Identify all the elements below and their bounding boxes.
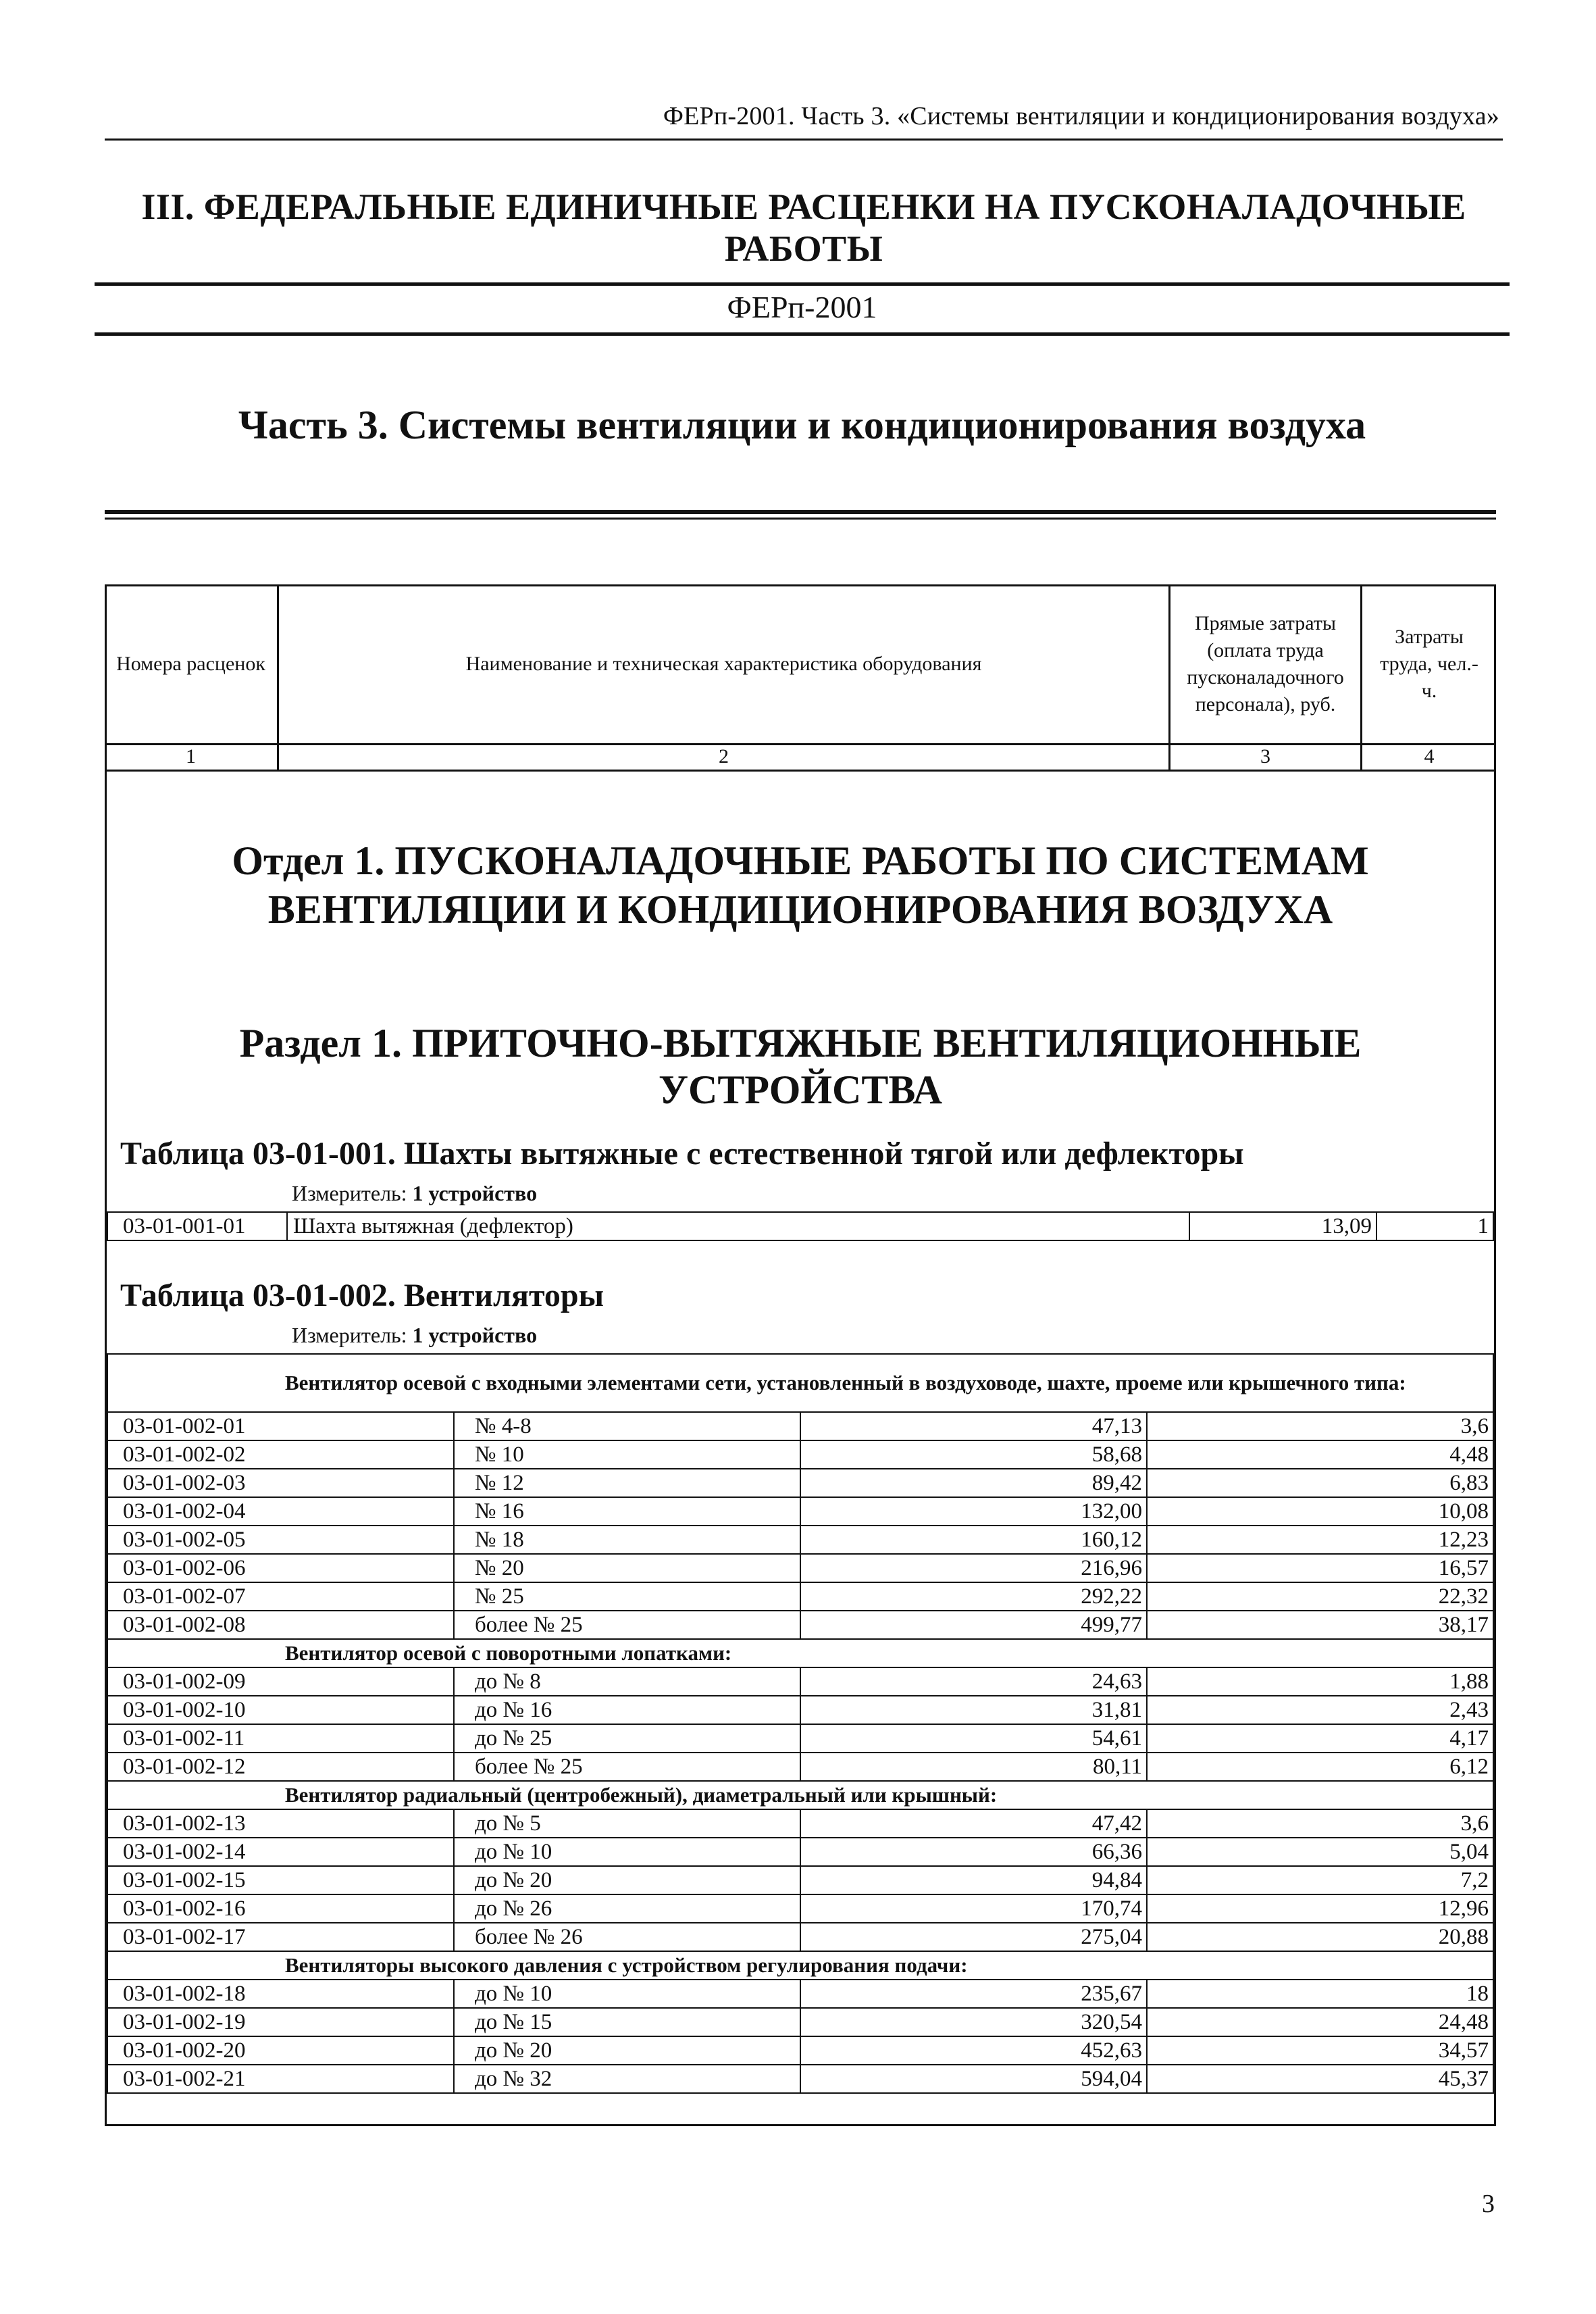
row-labor: 16,57	[1147, 1554, 1493, 1582]
column-number-4: 4	[1424, 745, 1435, 768]
row-cost: 160,12	[800, 1526, 1147, 1554]
row-cost: 499,77	[800, 1611, 1147, 1639]
row-name: № 18	[454, 1526, 800, 1554]
group-row	[107, 1951, 1493, 1980]
header-rule	[105, 139, 1503, 141]
row-cost: 594,04	[800, 2065, 1147, 2093]
group-title: Вентилятор осевой с поворотными лопатками:	[107, 1639, 1493, 1667]
table-row	[107, 1440, 1493, 1469]
row-cost: 452,63	[800, 2036, 1147, 2065]
column-numbers-row	[105, 743, 1496, 772]
table-row	[107, 1412, 1493, 1440]
row-cost: 80,11	[800, 1753, 1147, 1781]
row-cost: 292,22	[800, 1582, 1147, 1611]
row-labor: 3,6	[1147, 1412, 1493, 1440]
table-row	[107, 1894, 1493, 1923]
group-title: Вентиляторы высокого давления с устройством регулирования подачи:	[107, 1951, 1493, 1980]
row-name: № 25	[454, 1582, 800, 1611]
row-code: 03-01-002-14	[107, 1838, 454, 1866]
table-row	[107, 1582, 1493, 1611]
table1-measure	[292, 1181, 537, 1206]
row-cost: 275,04	[800, 1923, 1147, 1951]
table-row	[107, 1667, 1493, 1696]
row-cost: 47,42	[800, 1809, 1147, 1838]
table-row	[107, 1696, 1493, 1724]
table-row	[107, 1809, 1493, 1838]
row-cost: 170,74	[800, 1894, 1147, 1923]
group-title: Вентилятор осевой с входными элементами сети, установленный в воздуховоде, шахте, проеме или крышечного типа:	[107, 1354, 1493, 1412]
row-code: 03-01-002-12	[107, 1753, 454, 1781]
row-labor: 1,88	[1147, 1667, 1493, 1696]
group-title: Вентилятор радиальный (центробежный), диаметральный или крышный:	[107, 1781, 1493, 1809]
main-title: III. ФЕДЕРАЛЬНЫЕ ЕДИНИЧНЫЕ РАСЦЕНКИ НА ПУСКОНАЛАДОЧНЫЕ РАБОТЫ	[141, 186, 1466, 269]
row-code: 03-01-002-17	[107, 1923, 454, 1951]
group-row	[107, 1639, 1493, 1667]
code-label: ФЕРп-2001	[727, 290, 877, 324]
row-name: до № 32	[454, 2065, 800, 2093]
rule-below-code	[95, 332, 1510, 336]
column-number-3: 3	[1170, 745, 1362, 770]
row-code: 03-01-002-09	[107, 1667, 454, 1696]
double-rule-top	[105, 510, 1496, 514]
header-col-cost: Прямые затраты (оплата труда пусконаладочного персонала), руб.	[1170, 584, 1362, 743]
table-row	[107, 1753, 1493, 1781]
row-code: 03-01-002-11	[107, 1724, 454, 1753]
row-code: 03-01-002-16	[107, 1894, 454, 1923]
department-title-line2: ВЕНТИЛЯЦИИ И КОНДИЦИОНИРОВАНИЯ ВОЗДУХА	[267, 887, 1333, 932]
row-labor: 10,08	[1147, 1497, 1493, 1526]
table1-measure-label: Измеритель:	[292, 1181, 407, 1205]
department-title	[105, 836, 1496, 934]
row-labor: 45,37	[1147, 2065, 1493, 2093]
table2-measure-label: Измеритель:	[292, 1323, 407, 1347]
row-cost: 31,81	[800, 1696, 1147, 1724]
row-code: 03-01-001-01	[107, 1212, 287, 1240]
row-labor: 1	[1376, 1212, 1493, 1240]
row-cost: 89,42	[800, 1469, 1147, 1497]
row-name: более № 26	[454, 1923, 800, 1951]
table-row	[107, 1554, 1493, 1582]
table-row	[107, 1497, 1493, 1526]
table-row	[107, 1866, 1493, 1894]
table-row	[107, 2065, 1493, 2093]
row-code: 03-01-002-04	[107, 1497, 454, 1526]
row-code: 03-01-002-20	[107, 2036, 454, 2065]
row-labor: 5,04	[1147, 1838, 1493, 1866]
row-name: до № 10	[454, 1838, 800, 1866]
row-name: до № 8	[454, 1667, 800, 1696]
row-labor: 38,17	[1147, 1611, 1493, 1639]
row-name: до № 15	[454, 2008, 800, 2036]
row-name: до № 16	[454, 1696, 800, 1724]
row-code: 03-01-002-02	[107, 1440, 454, 1469]
row-code: 03-01-002-21	[107, 2065, 454, 2093]
table-row	[107, 1526, 1493, 1554]
row-name: № 4-8	[454, 1412, 800, 1440]
table-row	[107, 1212, 1493, 1240]
row-code: 03-01-002-06	[107, 1554, 454, 1582]
row-cost: 94,84	[800, 1866, 1147, 1894]
row-code: 03-01-002-19	[107, 2008, 454, 2036]
row-name: № 10	[454, 1440, 800, 1469]
group-row	[107, 1354, 1493, 1412]
column-number-1: 1	[105, 745, 279, 770]
table-row	[107, 1923, 1493, 1951]
row-cost: 235,67	[800, 1980, 1147, 2008]
table-row	[107, 1611, 1493, 1639]
row-labor: 4,17	[1147, 1724, 1493, 1753]
row-code: 03-01-002-01	[107, 1412, 454, 1440]
table-row	[107, 2036, 1493, 2065]
double-rule-bottom	[105, 518, 1496, 520]
table-row	[107, 2008, 1493, 2036]
page-number: 3	[1482, 2190, 1495, 2218]
column-number-2: 2	[279, 745, 1170, 770]
group-row	[107, 1781, 1493, 1809]
row-code: 03-01-002-03	[107, 1469, 454, 1497]
part-title: Часть 3. Системы вентиляции и кондиционирования воздуха	[238, 403, 1366, 447]
row-cost: 24,63	[800, 1667, 1147, 1696]
table-row	[107, 1838, 1493, 1866]
department-title-line1: Отдел 1. ПУСКОНАЛАДОЧНЫЕ РАБОТЫ ПО СИСТЕМАМ	[232, 838, 1369, 883]
row-code: 03-01-002-13	[107, 1809, 454, 1838]
table2-measure-value: 1 устройство	[412, 1323, 538, 1347]
row-labor: 20,88	[1147, 1923, 1493, 1951]
table1	[107, 1211, 1494, 1241]
row-name: до № 10	[454, 1980, 800, 2008]
row-cost: 320,54	[800, 2008, 1147, 2036]
row-cost: 47,13	[800, 1412, 1147, 1440]
row-labor: 3,6	[1147, 1809, 1493, 1838]
row-cost: 58,68	[800, 1440, 1147, 1469]
row-labor: 6,83	[1147, 1469, 1493, 1497]
running-header: ФЕРп-2001. Часть 3. «Системы вентиляции и кондиционирования воздуха»	[663, 102, 1499, 130]
rule-above-code	[95, 282, 1510, 286]
row-cost: 13,09	[1189, 1212, 1376, 1240]
row-labor: 22,32	[1147, 1582, 1493, 1611]
row-cost: 66,36	[800, 1838, 1147, 1866]
table-row	[107, 1724, 1493, 1753]
section-title: Раздел 1. ПРИТОЧНО-ВЫТЯЖНЫЕ ВЕНТИЛЯЦИОННЫЕ УСТРОЙСТВА	[239, 1021, 1362, 1112]
row-labor: 12,23	[1147, 1526, 1493, 1554]
row-name: № 16	[454, 1497, 800, 1526]
row-name: Шахта вытяжная (дефлектор)	[287, 1212, 1189, 1240]
row-name: до № 5	[454, 1809, 800, 1838]
table-row	[107, 1980, 1493, 2008]
header-col-labor: Затраты труда, чел.-ч.	[1380, 625, 1478, 702]
row-name: № 20	[454, 1554, 800, 1582]
row-code: 03-01-002-07	[107, 1582, 454, 1611]
row-cost: 132,00	[800, 1497, 1147, 1526]
table1-measure-value: 1 устройство	[412, 1181, 538, 1205]
row-code: 03-01-002-10	[107, 1696, 454, 1724]
row-labor: 2,43	[1147, 1696, 1493, 1724]
row-labor: 24,48	[1147, 2008, 1493, 2036]
row-code: 03-01-002-05	[107, 1526, 454, 1554]
header-col-name: Наименование и техническая характеристика оборудования	[279, 584, 1170, 743]
row-cost: 216,96	[800, 1554, 1147, 1582]
row-code: 03-01-002-08	[107, 1611, 454, 1639]
table2	[107, 1353, 1494, 2094]
row-labor: 7,2	[1147, 1866, 1493, 1894]
table1-heading: Таблица 03-01-001. Шахты вытяжные с естественной тягой или дефлекторы	[120, 1136, 1244, 1172]
row-code: 03-01-002-15	[107, 1866, 454, 1894]
table-header	[105, 584, 1496, 743]
table-row	[107, 1469, 1493, 1497]
row-code: 03-01-002-18	[107, 1980, 454, 2008]
row-cost: 54,61	[800, 1724, 1147, 1753]
row-labor: 18	[1147, 1980, 1493, 2008]
row-name: до № 25	[454, 1724, 800, 1753]
row-name: до № 26	[454, 1894, 800, 1923]
table2-heading: Таблица 03-01-002. Вентиляторы	[120, 1278, 604, 1313]
row-labor: 34,57	[1147, 2036, 1493, 2065]
row-name: до № 20	[454, 1866, 800, 1894]
row-name: до № 20	[454, 2036, 800, 2065]
row-labor: 12,96	[1147, 1894, 1493, 1923]
header-col-codes: Номера расценок	[105, 584, 279, 743]
row-labor: 6,12	[1147, 1753, 1493, 1781]
row-name: более № 25	[454, 1753, 800, 1781]
row-labor: 4,48	[1147, 1440, 1493, 1469]
row-name: № 12	[454, 1469, 800, 1497]
table2-measure	[292, 1323, 537, 1348]
row-name: более № 25	[454, 1611, 800, 1639]
